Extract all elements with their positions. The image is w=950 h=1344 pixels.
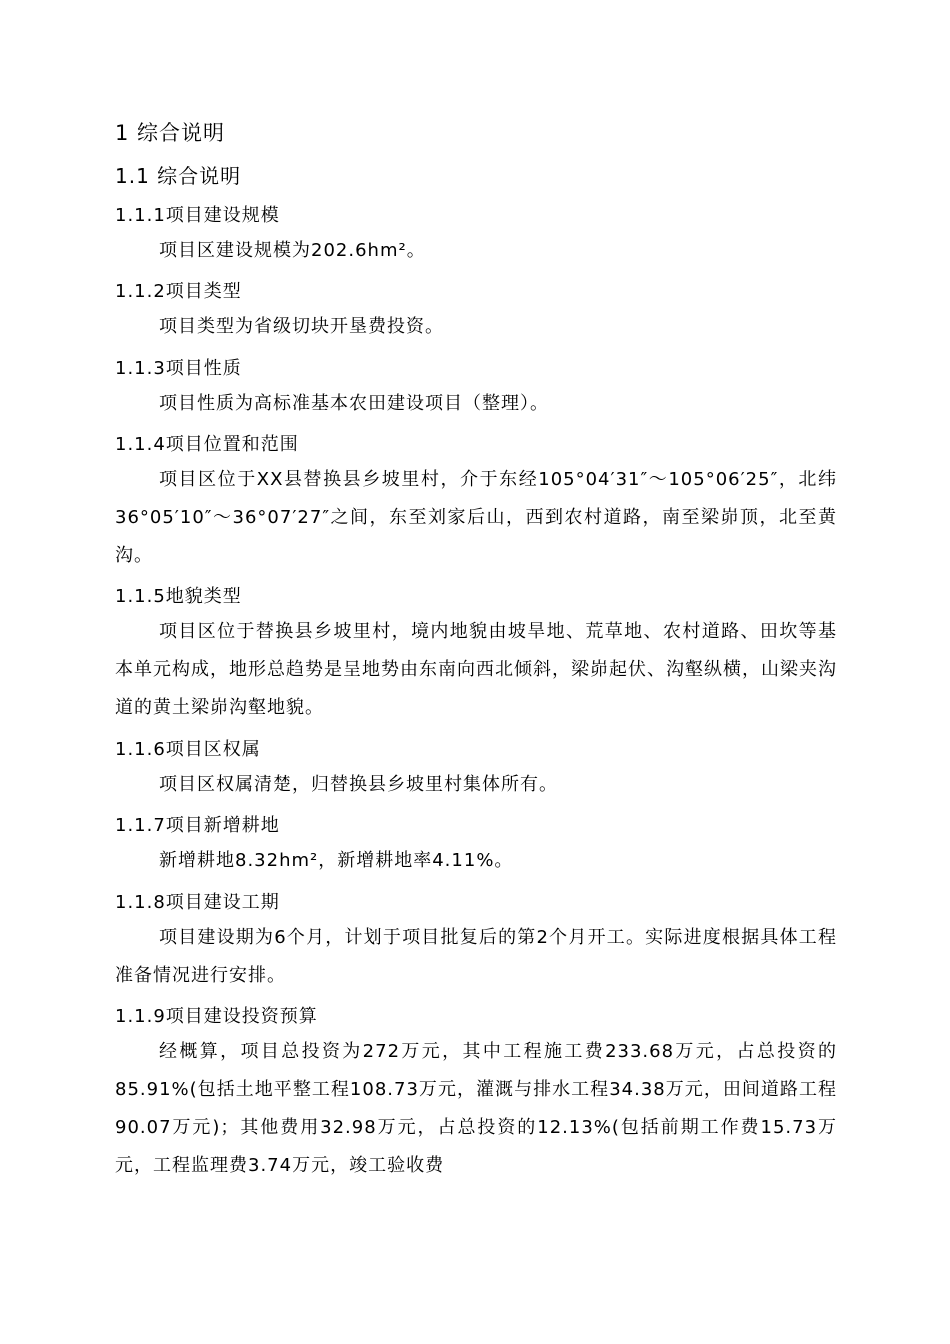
subsection-body-6: 项目区权属清楚，归替换县乡坡里村集体所有。 <box>159 774 558 795</box>
subsection-heading-7: 1.1.7项目新增耕地 <box>115 815 280 836</box>
subsection-heading-3: 1.1.3项目性质 <box>115 358 242 379</box>
subsection-heading-6: 1.1.6项目区权属 <box>115 739 261 760</box>
subsection-body-9: 经概算，项目总投资为272万元，其中工程施工费233.68万元，占总投资的85.91%(包括土地平整工程108.73万元，灌溉与排水工程34.38万元，田间道路工程90.07万元)；其他费用32.98万元，占总投资的12.13%(包括前期工作费15.73万元，工程监理费3.74万元，竣工验收费 <box>115 1041 837 1176</box>
subsection-body-1: 项目区建设规模为202.6hm²。 <box>159 240 426 261</box>
subsection-body-2: 项目类型为省级切块开垦费投资。 <box>159 316 444 337</box>
chapter-title: 1 综合说明 <box>115 121 226 145</box>
subsection-body-4: 项目区位于XX县替换县乡坡里村，介于东经105°04′31″～105°06′25″，北纬36°05′10″～36°07′27″之间，东至刘家后山，西到农村道路，南至梁峁顶，北至黄沟。 <box>115 469 837 566</box>
subsection-heading-8: 1.1.8项目建设工期 <box>115 892 280 913</box>
section-title: 1.1 综合说明 <box>115 164 242 188</box>
subsection-body-3: 项目性质为高标准基本农田建设项目（整理）。 <box>159 393 549 414</box>
subsection-heading-4: 1.1.4项目位置和范围 <box>115 434 299 455</box>
subsection-heading-2: 1.1.2项目类型 <box>115 281 242 302</box>
subsection-body-5: 项目区位于替换县乡坡里村，境内地貌由坡旱地、荒草地、农村道路、田坎等基本单元构成，地形总趋势是呈地势由东南向西北倾斜，梁峁起伏、沟壑纵横，山梁夹沟道的黄土梁峁沟壑地貌。 <box>115 621 837 718</box>
subsection-body-7: 新增耕地8.32hm²，新增耕地率4.11%。 <box>159 850 514 871</box>
subsection-heading-5: 1.1.5地貌类型 <box>115 586 242 607</box>
subsection-heading-1: 1.1.1项目建设规模 <box>115 205 280 226</box>
subsection-body-8: 项目建设期为6个月，计划于项目批复后的第2个月开工。实际进度根据具体工程准备情况进行安排。 <box>115 927 837 986</box>
subsection-heading-9: 1.1.9项目建设投资预算 <box>115 1006 318 1027</box>
